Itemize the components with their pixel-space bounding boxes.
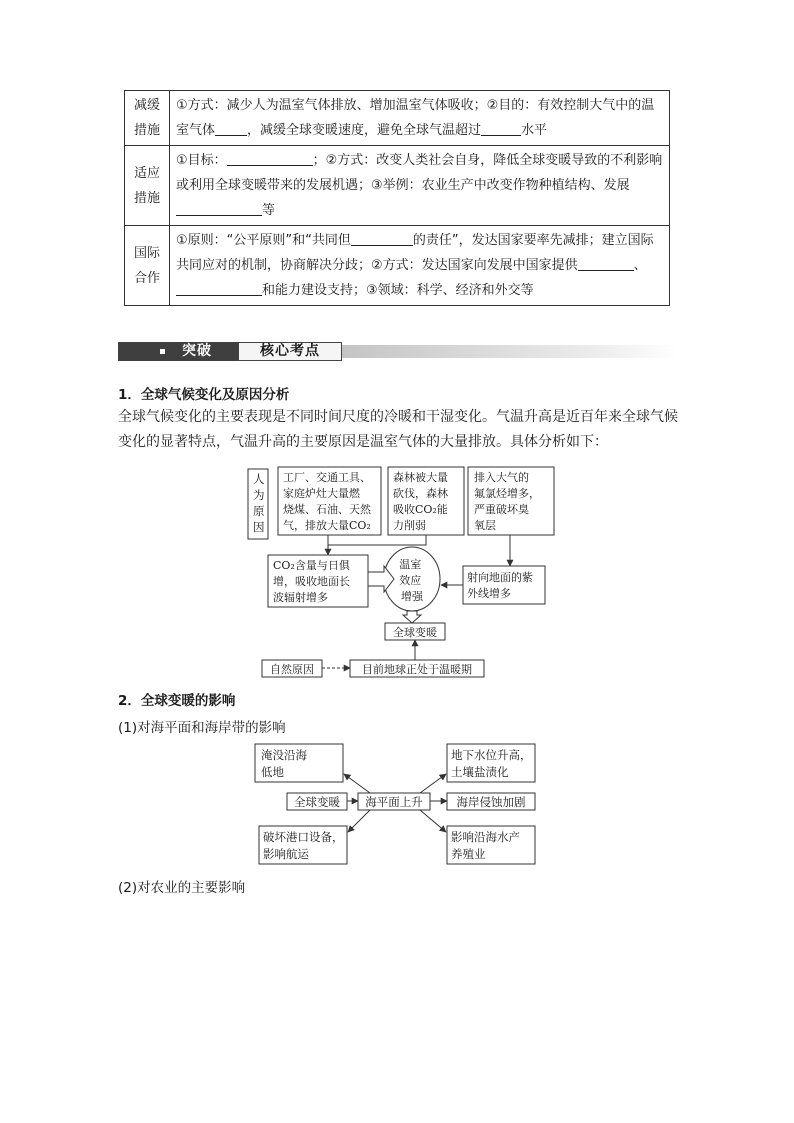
co2-label: CO₂含量与日俱 增，吸收地面长 波辐射增多 [273,559,350,604]
sea-to-port-arrow [348,810,370,832]
banner-tag: 突破 [182,343,212,359]
natural-label: 自然原因 [270,663,314,676]
content-text: ；②方式：改变人类社会自身，降低全球变暖导致的不利影响或利用全球变暖带来的发展机遇；③举例：农业生产中改变作物种植结构、发展 [176,153,663,193]
flood-label: 淹没沿海 低地 [261,748,307,779]
sea-to-flood-arrow [344,774,370,793]
warming-label-2: 全球变暖 [294,795,340,809]
warming-label: 全球变暖 [393,626,437,639]
port-label: 破坏港口设备， 影响航运 [263,830,344,861]
greenhouse-label: 温室 效应 增强 [399,558,423,603]
subheading-agriculture: (2)对农业的主要影响 [118,880,246,896]
content-text: ①目标： [176,153,227,168]
groundwater-label: 地下水位升高， 土壤盐渍化 [451,748,532,779]
paragraph-climate-change: 全球气候变化的主要表现是不同时间尺度的冷暖和干湿变化。气温升高是近百年来全球气候变化的显著特点，气温升高的主要原因是温室气体的大量排放。具体分析如下： [118,409,678,450]
row-head-line: 措施 [133,190,160,206]
heading-climate-change: 1．全球气候变化及原因分析 [118,387,290,403]
row-head-line: 合作 [133,270,160,286]
heading-impacts: 2．全球变暖的影响 [118,693,236,709]
factory-label: 工厂、交通工具、 家庭炉灶大量燃 烧煤、石油、天然 气，排放大量CO₂ [283,471,371,532]
period-label: 目前地球正处于温暖期 [362,663,472,676]
content-text: ①方式：减少人为温室气体排放、增加温室气体吸收；②目的：有效控制大气中的温室气体 [176,98,655,138]
forest-to-co2-arrow [328,535,426,545]
row-head-line: 国际 [133,245,160,261]
erosion-label: 海岸侵蚀加剧 [456,795,526,809]
subheading-sea-level: (1)对海平面和海岸带的影响 [118,720,286,736]
sea-to-groundwater-arrow [420,774,446,793]
cfc-label: 排入大气的 氟氯烃增多， 严重破坏臭 氧层 [474,471,540,532]
sea-rise-label: 海平面上升 [365,795,423,809]
banner-title: 核心考点 [238,342,342,361]
sea-to-aqua-arrow [420,810,446,832]
row-head-line: 措施 [133,123,160,138]
sea-level-diagram [0,740,794,870]
content-text: ，减缓全球变暖速度，避免全球气温超过 [247,123,482,138]
forest-label: 森林被大量 砍伐，森林 吸收CO₂能 力削弱 [393,471,448,532]
co2-to-greenhouse-arrow [368,566,394,592]
content-text: 的责任”，发达国家要率先减排；建立国际共同应对的机制，协商解决分歧；②方式：发达国家向发展中国家提供 [176,233,654,273]
content-text: ①原则：“公平原则”和“共同但 [176,233,351,248]
content-text: 和能力建设支持；③领域：科学、经济和外交等 [262,283,534,298]
content-text: 、 [633,258,647,273]
greenhouse-to-warming-arrow [403,611,421,623]
human-cause-label: 人 为 原 因 [253,472,265,534]
row-head-line: 减缓 [133,98,160,113]
uv-label: 射向地面的紫 外线增多 [467,571,533,600]
content-text: 水平 [521,123,548,138]
row-head-line: 适应 [133,165,160,181]
aqua-label: 影响沿海水产 养殖业 [451,830,520,861]
content-text: 等 [262,203,276,218]
